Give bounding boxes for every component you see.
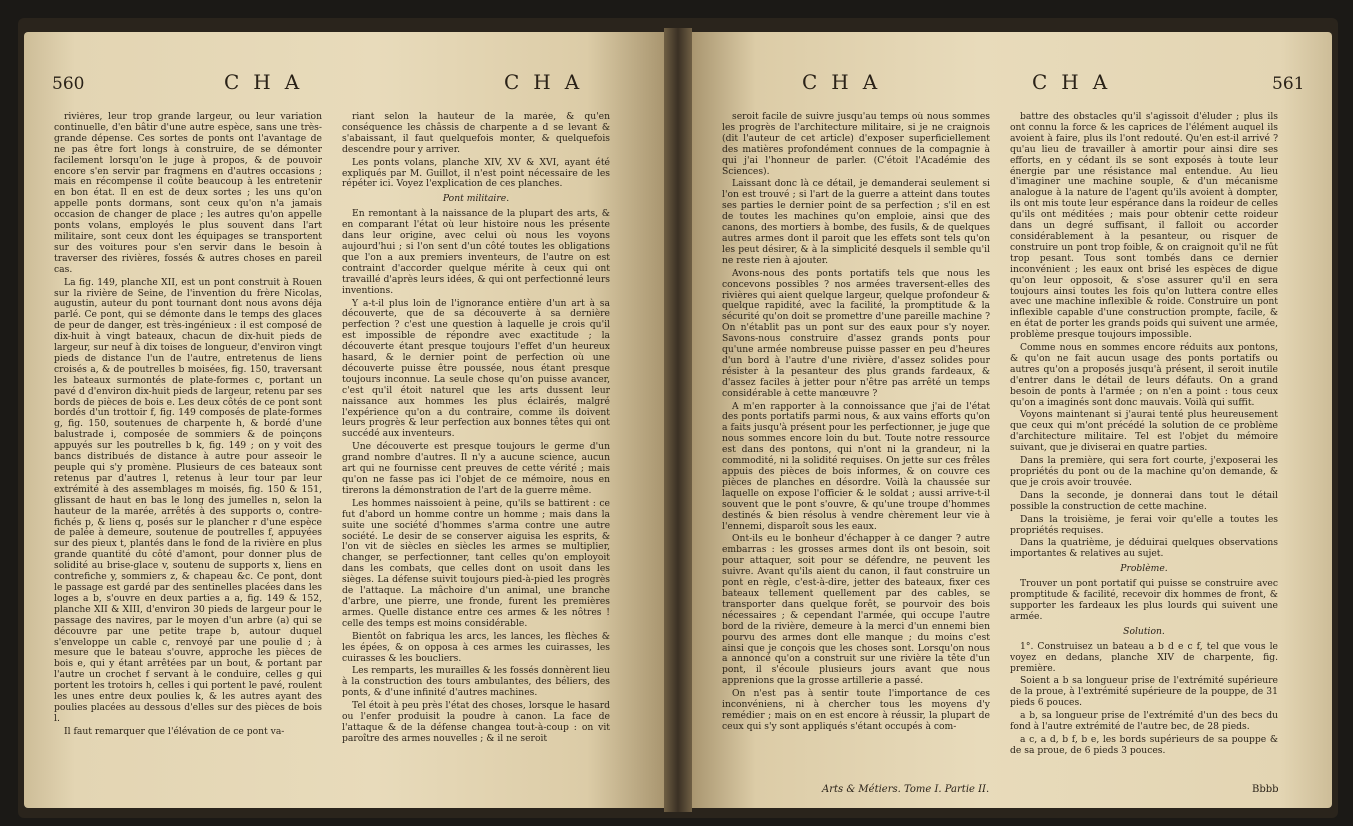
paragraph: Laissant donc là ce détail, je demanderai seulement si l'on est trouvé ; si l'art de la guerre a atteint dans toutes ses parties le dernier point de sa perfection ; s'il en est de toutes les machines qu'on emploie, ainsi que des canons, des mortiers à bombe, des fusils, & de quelques autres armes dont il paroit que les effets sont tels qu'on les peut désirer, & à la simplicité desquels il semble qu'il ne reste rien à ajouter.	[722, 178, 990, 266]
running-head-2: CHA	[1032, 70, 1122, 94]
paragraph: battre des obstacles qu'il s'agissoit d'éluder ; plus ils ont connu la force & les caprices de l'élément auquel ils avoient à faire, plus ils l'ont redouté. Qu'en est-il arrivé ? qu'au lieu de travailler à amortir pour ainsi dire ses efforts, en y cédant ils se sont exposés à toute leur énergie par une résistance mal entendue. Au lieu d'imaginer une machine souple, & d'un mécanisme analogue à la nature de l'agent qu'ils avoient à dompter, ils ont mis toute leur espérance dans la roideur de celles qu'ils ont méditées ; mais pour obtenir cette roideur dans un degré suffisant, il falloit ou accorder considérablement à la pesanteur, ou risquer de construire un pont trop foible, & on craignoit qu'il ne fût trop pesant. Tous sont tombés dans ce dernier inconvénient ; les eaux ont brisé les espèces de digue qu'on leur opposoit, & s'ose assurer qu'il en sera toujours ainsi toutes les fois qu'on luttera contre elles avec une machine inflexible & roide. Construire un pont inflexible capable d'une construction prompte, facile, & en état de porter les grands poids qui suivent une armée, problème presque toujours impossible.	[1010, 112, 1278, 341]
paragraph: Soient a b sa longueur prise de l'extrémité supérieure de la proue, à l'extrémité supérieure de la pouppe, de 31 pieds 6 pouces.	[1010, 675, 1278, 709]
paragraph: On n'est pas à sentir toute l'importance de ces inconvéniens, ni à chercher tous les moyens d'y remédier ; mais on en est encore à réussir, la plupart de ceux qui s'y sont appliqués s'étant occupés à com-	[722, 688, 990, 732]
paragraph: a b, sa longueur prise de l'extrémité d'un des becs du fond à l'autre extrémité de l'autre bec, de 28 pieds.	[1010, 710, 1278, 733]
page-footer: Arts & Métiers. Tome I. Partie II.	[822, 784, 990, 795]
running-head: CHA	[802, 70, 892, 94]
paragraph: Comme nous en sommes encore réduits aux pontons, & qu'on ne fait aucun usage des ponts portatifs ou autres qu'on a proposés jusqu'à présent, il seroit inutile d'entrer dans le détail de leurs défauts. On a grand besoin de ponts à l'armée ; on n'en a point : tous ceux qu'on a imaginés sont donc mauvais. Voilà qui suffit.	[1010, 342, 1278, 408]
right-column-2	[1010, 112, 1278, 776]
paragraph: Trouver un pont portatif qui puisse se construire avec promptitude & facilité, recevoir dix hommes de front, & supporter les fardeaux les plus lourds qui suivent une armée.	[1010, 578, 1278, 622]
paragraph: A m'en rapporter à la connoissance que j'ai de l'état des ponts portatifs parmi nous, & aux vains efforts qu'on a faits jusqu'à présent pour les perfectionner, je juge que nous sommes encore loin du but. Toute notre ressource est dans des pontons, qui n'ont ni la grandeur, ni la commodité, ni la solidité requises. On jette sur ces frêles appuis des pièces de bois informes, & on couvre ces pièces de planches en désordre. Voilà la chaussée sur laquelle on expose l'officier & le soldat ; aussi arrive-t-il souvent que le pont s'ouvre, & qu'une troupe d'hommes destinés & bien résolus à vendre chèrement leur vie à l'ennemi, disparoît sous les eaux.	[722, 400, 990, 532]
paragraph: seroit facile de suivre jusqu'au temps où nous sommes les progrès de l'architecture militaire, si je ne craignois (dit l'auteur de cet article) d'exposer superficiellement des matières profondément connues de la compagnie à qui j'ai l'honneur de parler. (C'étoit l'Académie des Sciences).	[722, 112, 990, 177]
page-number: 561	[1272, 74, 1305, 94]
paragraph: Les hommes naissoient à peine, qu'ils se battirent : ce fut d'abord un homme contre un homme ; mais dans la suite une société d'hommes s'arma contre une autre société. Le desir de se conserver aiguisa les esprits, & l'on vit de siècles en siècles les armes se multiplier, changer, se perfectionner, tant celles qu'on employoit dans les combats, que celles dont on usoit dans les sièges. La défense suivit toujours pied-à-pied les progrès de l'attaque. La mâchoire d'un animal, une branche d'arbre, une pierre, une fronde, furent les premières armes. Quelle distance entre ces armes & les nôtres ! celle des temps est moins considérable.	[342, 497, 610, 629]
paragraph: Les ponts volans, planche XIV, XV & XVI, ayant été expliqués par M. Guillot, il n'est point nécessaire de les répéter ici. Voyez l'explication de ces planches.	[342, 156, 610, 190]
paragraph: Avons-nous des ponts portatifs tels que nous les concevons possibles ? nos armées traversent-elles des rivières qui aient quelque largeur, quelque profondeur & quelque rapidité, avec la facilité, la promptitude & la sécurité qu'on doit se promettre d'une pareille machine ? On n'établit pas un pont sur des eaux pour s'y noyer. Savons-nous construire d'assez grands ponts pour qu'une armée nombreuse puisse passer en peu d'heures d'un bord à l'autre d'une rivière, d'assez solides pour résister à la pesanteur des plus grands fardeaux, & d'assez faciles à jetter pour n'être pas arrêté un temps considérable à cette manœuvre ?	[722, 267, 990, 399]
left-column-2	[342, 112, 610, 802]
paragraph: riant selon la hauteur de la marée, & qu'en conséquence les châssis de charpente a d se levant & s'abaissant, il faut quelquefois monter, & quelquefois descendre pour y arriver.	[342, 112, 610, 155]
running-head-2: CHA	[504, 70, 594, 94]
left-column-1	[54, 112, 322, 802]
paragraph: Problème.	[1120, 563, 1168, 575]
paragraph: 1°. Construisez un bateau a b d e c f, tel que vous le voyez en dedans, planche XIV de charpente, fig. première.	[1010, 640, 1278, 674]
paragraph: Une découverte est presque toujours le germe d'un grand nombre d'autres. Il n'y a aucune science, aucun art qui ne fournisse cent preuves de cette vérité ; mais qu'on ne fasse pas ici l'objet de ce mémoire, nous en tirerons la démonstration de l'art de la guerre même.	[342, 441, 610, 496]
paragraph: La fig. 149, planche XII, est un pont construit à Rouen sur la rivière de Seine, de l'invention du frère Nicolas, augustin, auteur du pont tournant dont nous avons déja parlé. Ce pont, qui se démonte dans le temps des glaces de peur de danger, est très-ingénieux : il est composé de dix-huit à vingt bateaux, chacun de dix-huit pieds de largeur, sur neuf à dix toises de longueur, d'environ vingt pieds de distance l'un de l'autre, entretenus de liens croisés a, & de poutrelles b moisées, fig. 150, traversant les bateaux surmontés de plate-formes c, portant un pavé d d'environ dix-huit pieds de largeur, retenu par ses bords de pièces de bois e. Les deux côtés de ce pont sont bordés d'un trottoir f, fig. 149 composés de plate-formes g, fig. 150, soutenues de charpente h, & bordé d'une balustrade i, composée de sommiers & de poinçons appuyés sur les poutrelles b k, fig. 149 ; on y voit des bancs distribués de distance à autre pour asseoir le peuple qui s'y promène. Plusieurs de ces bateaux sont retenus par d'autres l, retenus à leur tour par leur extrémité à des assemblages m moisés, fig. 150 & 151, glissant de haut en bas le long des jumelles n, selon la hauteur de la marée, arrêtés à des supports o, contre-fichés p, & liens q, posés sur le plancher r d'une espèce de palée à demeure, soutenue de poutrelles f, appuyées sur des pieux t, plantés dans le fond de la rivière en plus grande quantité du côté d'amont, pour donner plus de solidité au brise-glace v, soutenu de supports x, liens en contrefiche y, sommiers z, & chapeau &c. Ce pont, dont le passage est gardé par des sentinelles placées dans les loges a b, s'ouvre en deux parties a a, fig. 149 & 152, planche XII & XIII, d'environ 30 pieds de largeur pour le passage des navires, par le moyen d'un arbre (a) qui se découvre par une petite trape b, autour duquel s'enveloppe un cable c, renvoyé par une poulie d ; à mesure que le bateau s'ouvre, approche les pièces de bois e, qui y étant arrêtées par un bout, & portant par l'autre un crochet f servant à le conduire, celles g qui portent les trotoirs h, celles i qui portent le pavé, roulent les unes entre deux poulies k, & les autres ayant des poulies placées au dessous d'elles sur des pièces de bois l.	[54, 276, 322, 724]
right-page	[692, 32, 1332, 808]
paragraph: Bientôt on fabriqua les arcs, les lances, les flèches & les épées, & on opposa à ces armes les cuirasses, les cuirasses & les boucliers.	[342, 630, 610, 664]
book-spread	[18, 18, 1338, 818]
right-column-1	[722, 112, 990, 776]
paragraph: Tel étoit à peu près l'état des choses, lorsque le hasard ou l'enfer produisit la poudre à canon. La face de l'attaque & de la défense changea tout-à-coup : on vit paroître des armes nouvelles ; & il ne seroit	[342, 700, 610, 744]
page-number: 560	[52, 74, 85, 94]
paragraph: rivières, leur trop grande largeur, ou leur variation continuelle, d'en bâtir d'une autre espèce, sans une très-grande dépense. Ces sortes de ponts ont l'avantage de ne pas être fort longs à construire, de se démonter facilement lorsqu'on le juge à propos, & de pouvoir encore s'en servir par fragmens en d'autres occasions ; mais en récompense il coûte beaucoup à les entretenir en bon état. Il en est de deux sortes ; les uns qu'on appelle ponts dormans, sont ceux qu'on n'a jamais occasion de changer de place ; les autres qu'on appelle ponts volans, employés le plus souvent dans l'art militaire, sont ceux dont les équipages se transportent sur des voitures pour s'en servir dans le besoin à traverser des rivières, fossés & autres choses en pareil cas.	[54, 112, 322, 275]
paragraph: Ont-ils eu le bonheur d'échapper à ce danger ? autre embarras : les grosses armes dont ils ont besoin, soit pour attaquer, soit pour se défendre, ne peuvent les suivre. Avant qu'ils aient du canon, il faut construire un pont en règle, c'est-à-dire, jetter des bateaux, fixer ces bateaux tellement quellement par des cables, se transporter dans quelque forêt, se pourvoir des bois nécessaires ; & cependant l'armée, qui occupe l'autre bord de la rivière, demeure à la merci d'un ennemi bien pourvu des armes dont elle manque ; du moins c'est ainsi que je conçois que les choses sont. Lorsqu'on nous a annoncé qu'on a construit sur une rivière la tête d'un pont, il s'écoule plusieurs jours avant que nous apprenions que la grosse artillerie a passé.	[722, 533, 990, 687]
paragraph: Pont militaire.	[442, 193, 510, 205]
paragraph: Il faut remarquer que l'élévation de ce pont va-	[64, 725, 285, 737]
running-head: CHA	[224, 70, 314, 94]
paragraph: a c, a d, b f, b e, les bords supérieurs de sa pouppe & de sa proue, de 6 pieds 3 pouces.	[1010, 733, 1278, 756]
paragraph: Voyons maintenant si j'aurai tenté plus heureusement que ceux qui m'ont précédé la solution de ce problème d'architecture militaire. Tel est l'objet du mémoire suivant, que je diviserai en quatre parties.	[1010, 409, 1278, 454]
book-gutter	[664, 28, 692, 812]
left-page	[24, 32, 664, 808]
paragraph: En remontant à la naissance de la plupart des arts, & en comparant l'état où leur histoire nous les présente dans leur origine, avec celui où nous les voyons aujourd'hui ; si l'on sent d'un côté toutes les obligations que l'on a aux premiers inventeurs, de l'autre on est contraint d'accorder quelque mérite à ceux qui ont travaillé d'après leurs idées, & qui ont perfectionné leurs inventions.	[342, 208, 610, 296]
paragraph: Les remparts, les murailles & les fossés donnèrent lieu à la construction des tours ambulantes, des béliers, des ponts, & d'une infinité d'autres machines.	[342, 665, 610, 699]
paragraph: Dans la quatrième, je déduirai quelques observations importantes & relatives au sujet.	[1010, 537, 1278, 560]
paragraph: Y a-t-il plus loin de l'ignorance entière d'un art à sa découverte, que de sa découverte à sa dernière perfection ? c'est une question à laquelle je crois qu'il est impossible de répondre avec exactitude ; la découverte étant presque toujours l'effet d'un heureux hasard, & le dernier point de perfection où une découverte puisse être poussée, nous étant presque toujours inconnue. La seule chose qu'on puisse avancer, c'est qu'il étoit naturel que les arts dussent leur naissance aux hommes les plus éclairés, malgré l'expérience qu'on a du contraire, comme ils doivent leurs progrès & leur perfection aux bonnes têtes qui ont succédé aux inventeurs.	[342, 297, 610, 440]
paragraph: Dans la seconde, je donnerai dans tout le détail possible la construction de cette machine.	[1010, 489, 1278, 512]
paragraph: Solution.	[1123, 625, 1165, 637]
paragraph: Dans la troisième, je ferai voir qu'elle a toutes les propriétés requises.	[1010, 513, 1278, 536]
paragraph: Dans la première, qui sera fort courte, j'exposerai les propriétés du pont ou de la machine qu'on demande, & que je crois avoir trouvée.	[1010, 455, 1278, 488]
signature-mark: Bbbb	[1252, 784, 1279, 795]
